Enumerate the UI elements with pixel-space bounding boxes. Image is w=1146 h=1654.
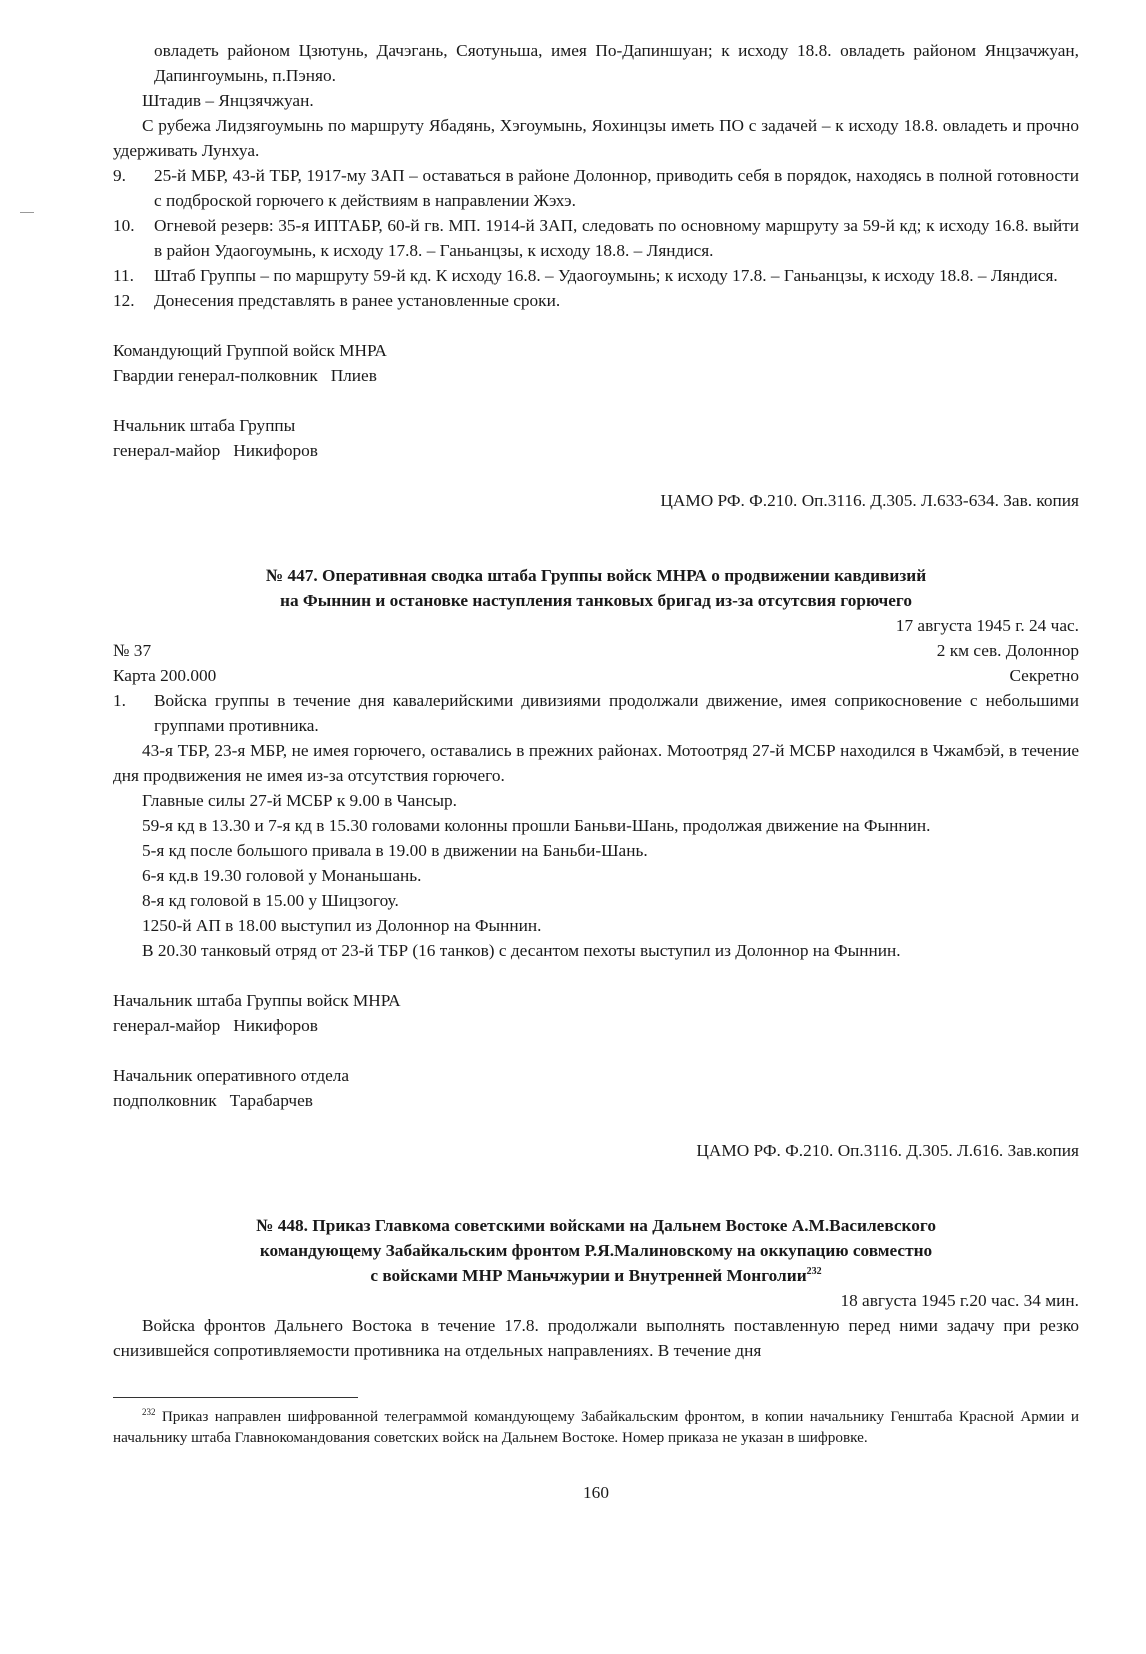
document-447: [113, 563, 1079, 1163]
report-line: 1250-й АП в 18.00 выступил из Долоннор на Фыннин.: [142, 916, 542, 935]
item-number: 9.: [113, 166, 126, 185]
order-paragraph: Войска фронтов Дальнего Востока в течение 17.8. продолжали выполнять поставленную перед ними задачу при резко снизившейся сопротивляемости противника на отдельных направлениях. В течение дня: [113, 1316, 1079, 1360]
doc-title: [113, 1263, 1079, 1288]
item-text: Штаб Группы – по маршруту 59-й кд. К исходу 16.8. – Удаогоумынь; к исходу 17.8. – Ганьанцзы, к исходу 18.8. – Ляндися.: [154, 266, 1058, 285]
doc-title: на Фыннин и остановке наступления танковых бригад из-за отсутсвия горючего: [280, 591, 912, 610]
document-448: [113, 1213, 1079, 1363]
report-line: 6-я кд.в 19.30 головой у Монаньшань.: [142, 866, 422, 885]
doc-title-text: с войсками МНР Маньчжурии и Внутренней Монголии: [370, 1266, 807, 1285]
secrecy-label: Секретно: [1009, 666, 1079, 685]
meta-row: [113, 663, 1079, 688]
order-item: [113, 213, 1079, 263]
item-number: 10.: [113, 216, 135, 235]
signature-title: Начальник оперативного отдела: [113, 1066, 350, 1085]
doc-date: 18 августа 1945 г.20 час. 34 мин.: [840, 1291, 1079, 1310]
archive-source: ЦАМО РФ. Ф.210. Оп.3116. Д.305. Л.633-634. Зав. копия: [660, 491, 1079, 510]
signature-title: Нчальник штаба Группы: [113, 416, 296, 435]
staff-location: Штадив – Янцзячжуан.: [142, 91, 314, 110]
report-number: № 37: [113, 641, 152, 660]
item-number: 1.: [113, 691, 126, 710]
archive-source: ЦАМО РФ. Ф.210. Оп.3116. Д.305. Л.616. Зав.копия: [696, 1141, 1079, 1160]
report-line: В 20.30 танковый отряд от 23-й ТБР (16 танков) с десантом пехоты выступил из Долоннор на Фыннин.: [142, 941, 901, 960]
page-number: 160: [583, 1483, 609, 1502]
report-line: Главные силы 27-й МСБР к 9.00 в Чансыр.: [142, 791, 457, 810]
footnote: [113, 1406, 1079, 1448]
item-text: Войска группы в течение дня кавалерийскими дивизиями продолжали движение, имея соприкосновение с небольшими группами противника.: [154, 691, 1079, 735]
doc-title: № 448. Приказ Главкома советскими войсками на Дальнем Востоке А.М.Василевского: [256, 1216, 936, 1235]
doc-date: 17 августа 1945 г. 24 час.: [895, 616, 1079, 635]
footnote-text: Приказ направлен шифрованной телеграммой командующему Забайкальским фронтом, в копии начальнику Генштаба Красной Армии и начальнику штаба Главнокомандования советских войск на Дальнем Востоке. Номер приказа не указан в шифровке.: [113, 1408, 1079, 1446]
item-number: 12.: [113, 291, 135, 310]
report-line: 5-я кд после большого привала в 19.00 в движении на Баньби-Шань.: [142, 841, 648, 860]
signature-title: Начальник штаба Группы войск МНРА: [113, 991, 401, 1010]
signature-name: подполковник Тарабарчев: [113, 1091, 313, 1110]
footnote-divider: [113, 1397, 358, 1398]
report-place: 2 км сев. Долоннор: [936, 641, 1079, 660]
doc-title: командующему Забайкальским фронтом Р.Я.Малиновскому на оккупацию совместно: [259, 1241, 933, 1260]
footnote-mark: 232: [142, 1407, 156, 1417]
item-number: 11.: [113, 266, 134, 285]
map-scale: Карта 200.000: [113, 666, 217, 685]
item-text: 25-й МБР, 43-й ТБР, 1917-му ЗАП – оставаться в районе Долоннор, приводить себя в порядок, находясь в полной готовности с подброской горючего к действиям в направлении Жэхэ.: [154, 166, 1079, 210]
order-item: [113, 288, 1079, 313]
order-item: [113, 263, 1079, 288]
report-line: 59-я кд в 13.30 и 7-я кд в 15.30 головами колонны прошли Баньви-Шань, продолжая движение на Фыннин.: [142, 816, 931, 835]
continued-text: овладеть районом Цзютунь, Дачэгань, Сяотуньша, имея По-Дапиншуан; к исходу 18.8. овладеть районом Янцзачжуан, Дапингоумынь, п.Пэняо.: [154, 41, 1079, 85]
report-paragraph: 43-я ТБР, 23-я МБР, не имея горючего, оставались в прежних районах. Мотоотряд 27-й МСБР находился в Чжамбэй, в течение дня продвижения не имея из-за отсутствия горючего.: [113, 741, 1079, 785]
rubezh-paragraph: С рубежа Лидзягоумынь по маршруту Ябадянь, Хэгоумынь, Яохинцзы иметь ПО с задачей – к исходу 18.8. овладеть и прочно удерживать Лунхуа.: [113, 116, 1079, 160]
signature-name: генерал-майор Никифоров: [113, 441, 318, 460]
signature-name: генерал-майор Никифоров: [113, 1016, 318, 1035]
signature-name: Гвардии генерал-полковник Плиев: [113, 366, 377, 385]
top-section: [113, 38, 1079, 513]
item-text: Огневой резерв: 35-я ИПТАБР, 60-й гв. МП. 1914-й ЗАП, следовать по основному маршруту за 59-й кд; к исходу 16.8. выйти в район Удаогоумынь, к исходу 17.8. – Ганьанцзы, к исходу 18.8. – Ляндися.: [154, 216, 1079, 260]
signature-title: Командующий Группой войск МНРА: [113, 341, 387, 360]
report-line: 8-я кд головой в 15.00 у Шицзогоу.: [142, 891, 399, 910]
footnote-ref[interactable]: 232: [806, 1266, 822, 1277]
meta-row: [113, 638, 1079, 663]
order-item: [113, 163, 1079, 213]
document-page: [113, 38, 1079, 1638]
item-text: Донесения представлять в ранее установленные сроки.: [154, 291, 561, 310]
report-item: [113, 688, 1079, 738]
doc-title: № 447. Оперативная сводка штаба Группы войск МНРА о продвижении кавдивизий: [265, 566, 927, 585]
margin-mark: [20, 212, 34, 213]
